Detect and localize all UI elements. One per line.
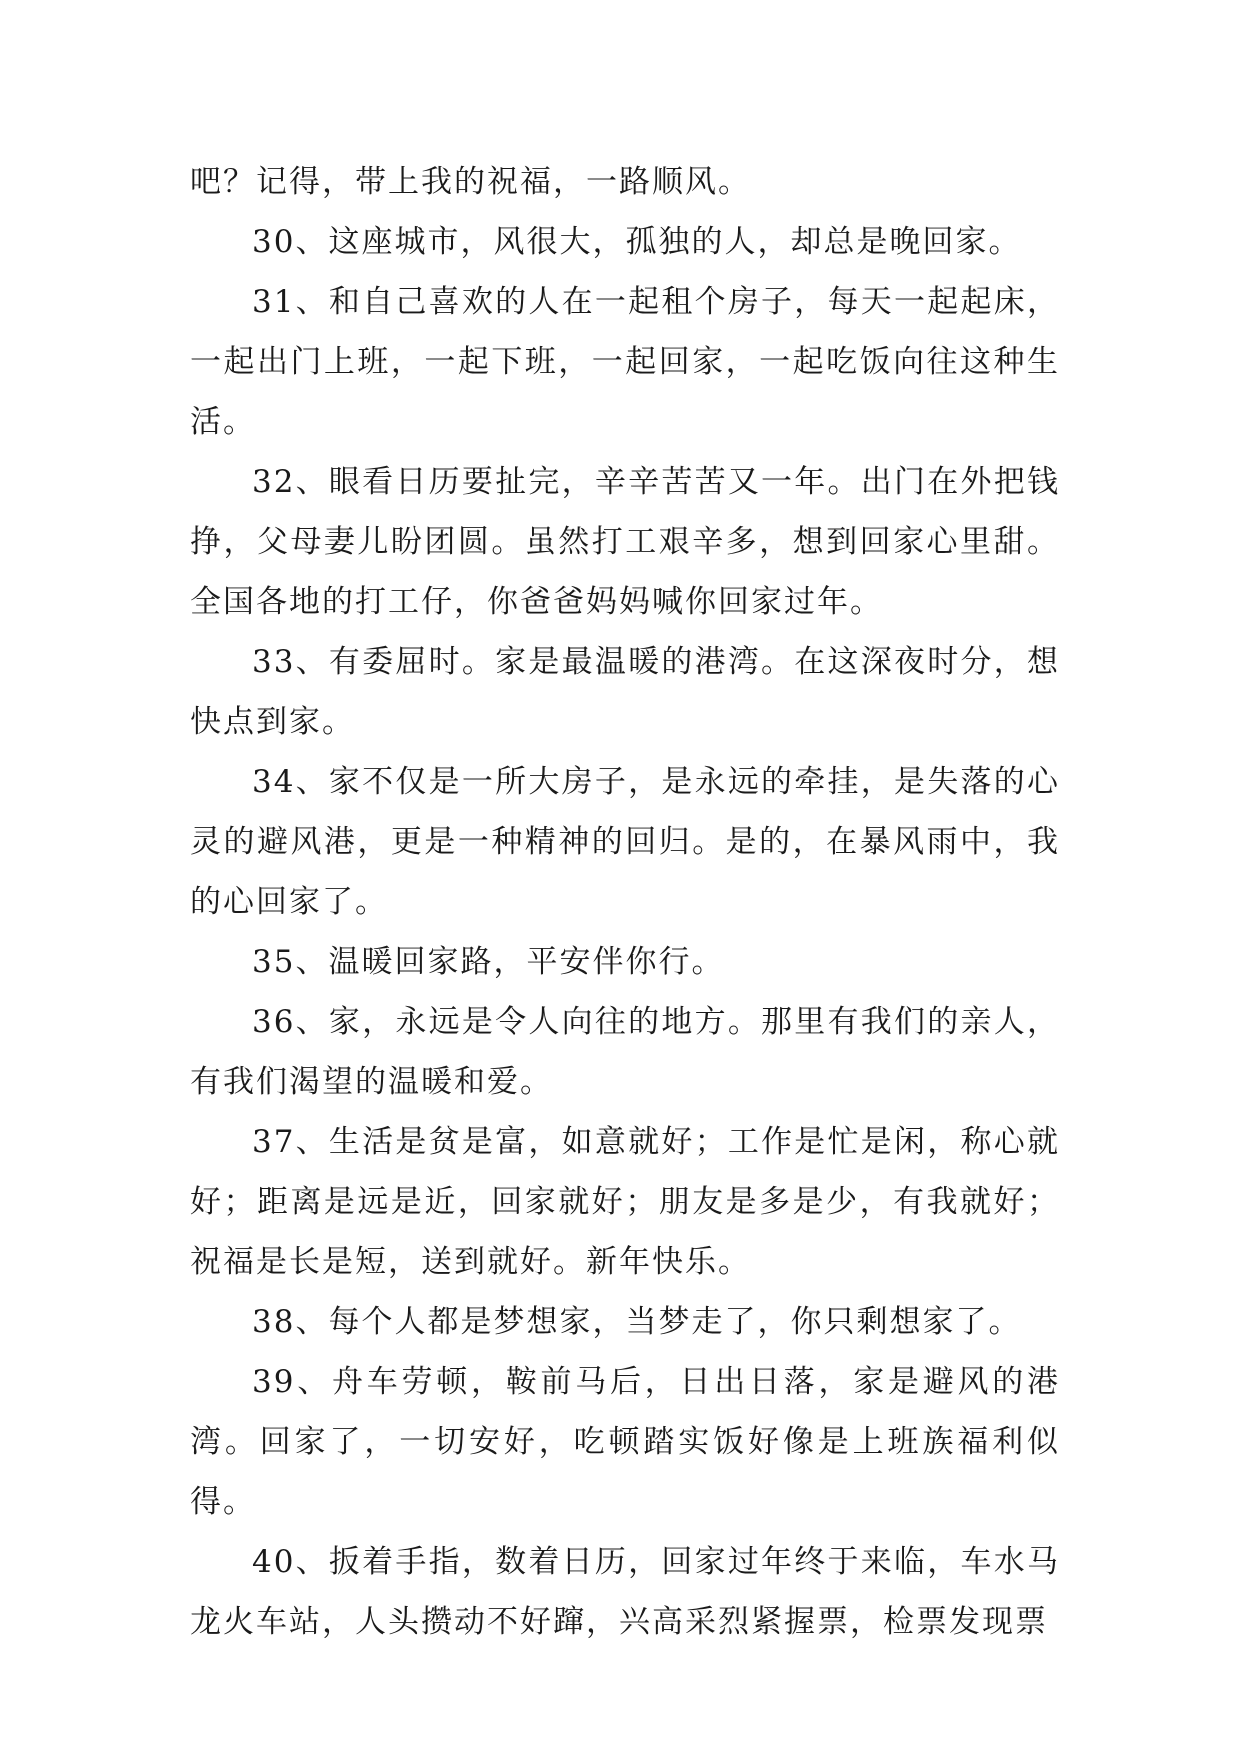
paragraph-continuation: 吧？记得，带上我的祝福，一路顺风。 xyxy=(190,164,751,200)
document-body xyxy=(190,152,1060,1652)
paragraph-item-30: 30、这座城市，风很大，孤独的人，却总是晚回家。 xyxy=(252,224,1022,260)
paragraph-item-31: 31、和自己喜欢的人在一起租个房子，每天一起起床，一起出门上班，一起下班，一起回家，一起吃饭向往这种生活。 xyxy=(190,284,1060,440)
paragraph-item-33: 33、有委屈时。家是最温暖的港湾。在这深夜时分，想快点到家。 xyxy=(190,644,1060,740)
paragraph-item-40: 40、扳着手指，数着日历，回家过年终于来临，车水马龙火车站，人头攒动不好蹿，兴高采烈紧握票，检票发现票 xyxy=(190,1544,1060,1640)
paragraph-item-32: 32、眼看日历要扯完，辛辛苦苦又一年。出门在外把钱挣，父母妻儿盼团圆。虽然打工艰辛多，想到回家心里甜。全国各地的打工仔，你爸爸妈妈喊你回家过年。 xyxy=(190,464,1060,620)
paragraph-item-34: 34、家不仅是一所大房子，是永远的牵挂，是失落的心灵的避风港，更是一种精神的回归。是的，在暴风雨中，我的心回家了。 xyxy=(190,764,1060,920)
paragraph-item-38: 38、每个人都是梦想家，当梦走了，你只剩想家了。 xyxy=(252,1304,1022,1340)
paragraph-item-37: 37、生活是贫是富，如意就好；工作是忙是闲，称心就好；距离是远是近，回家就好；朋友是多是少，有我就好；祝福是长是短，送到就好。新年快乐。 xyxy=(190,1124,1060,1280)
paragraph-item-36: 36、家，永远是令人向往的地方。那里有我们的亲人，有我们渴望的温暖和爱。 xyxy=(190,1004,1060,1100)
paragraph-item-39: 39、舟车劳顿，鞍前马后，日出日落，家是避风的港湾。回家了，一切安好，吃顿踏实饭好像是上班族福利似得。 xyxy=(190,1364,1060,1520)
paragraph-item-35: 35、温暖回家路，平安伴你行。 xyxy=(252,944,725,980)
